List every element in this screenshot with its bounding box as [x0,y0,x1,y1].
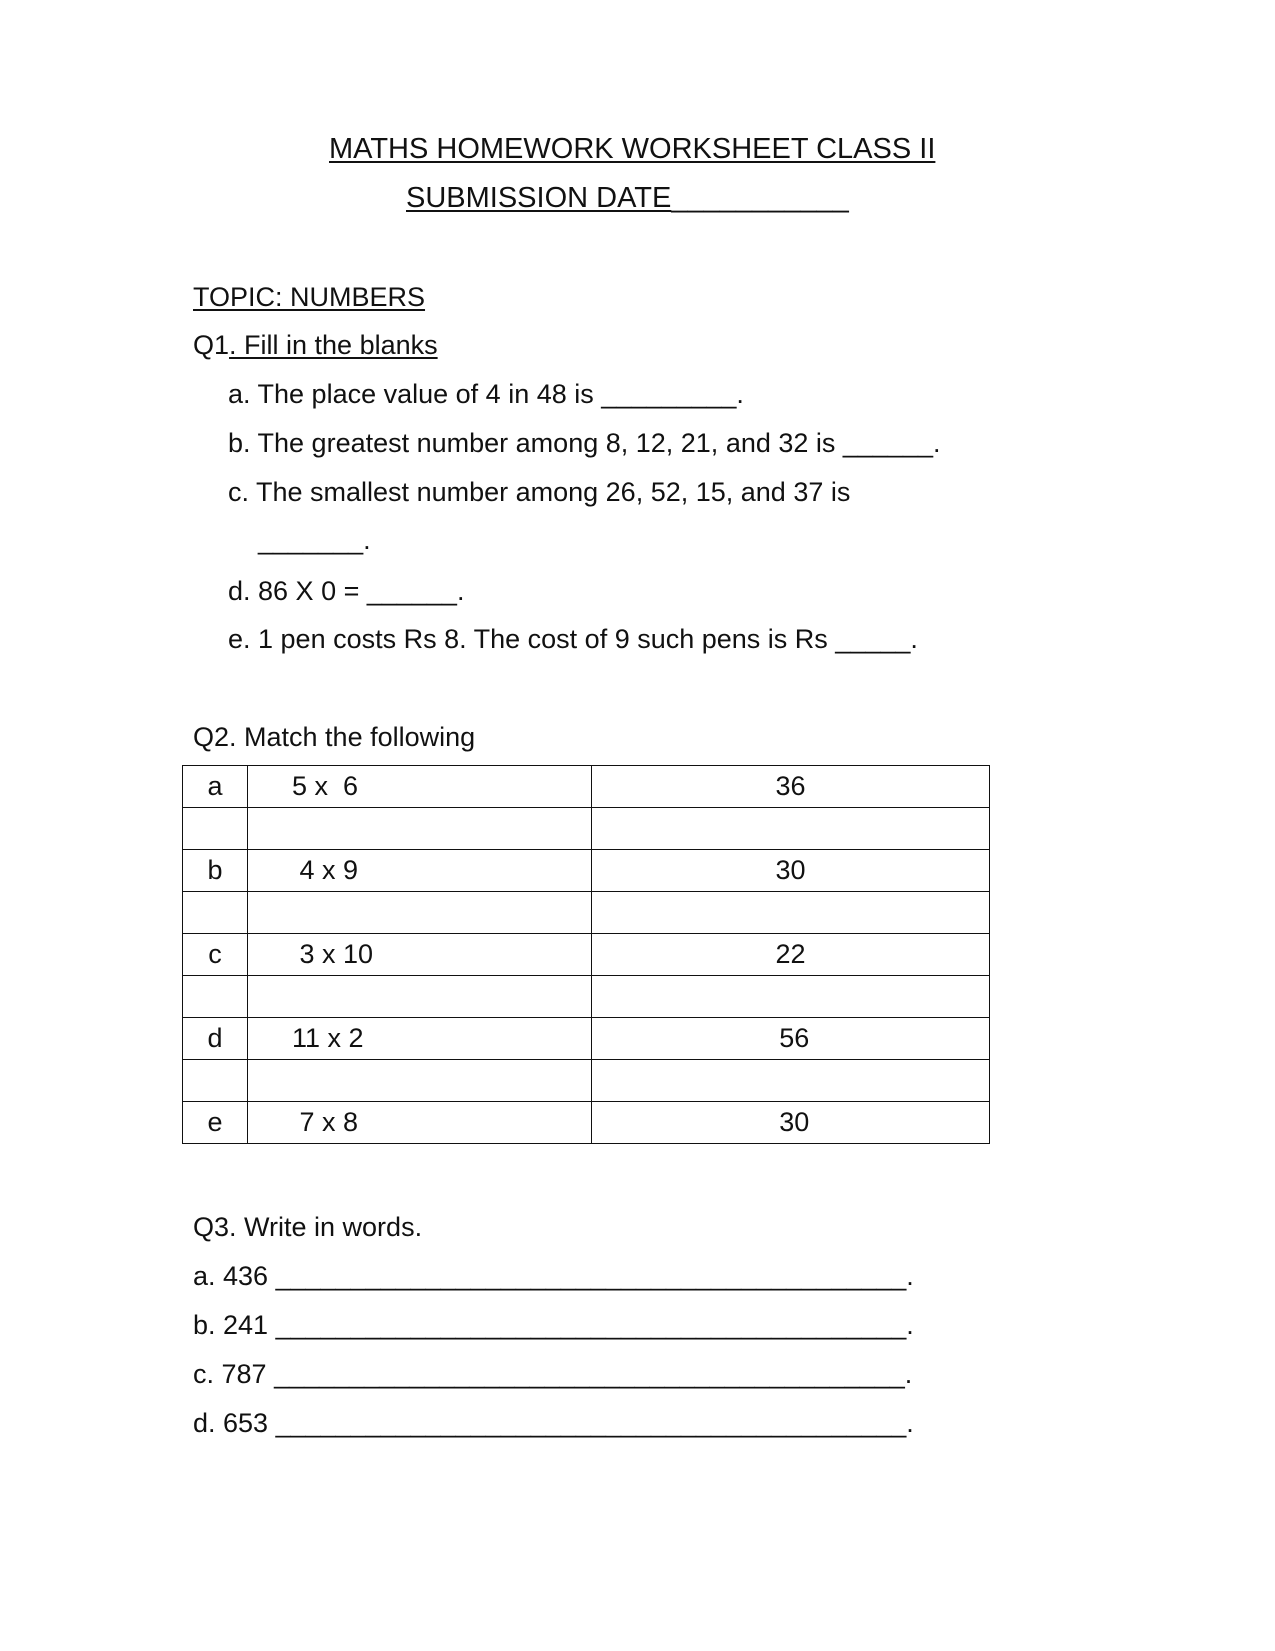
q3-answer-blank: __________________________________________. [275,1261,914,1291]
row-label: a [183,766,248,808]
q3-item [193,1407,914,1439]
q1-item-c-blank: _______. [258,525,371,555]
row-label [183,808,248,850]
row-expression [248,892,592,934]
q3-answer-blank: __________________________________________. [275,1310,914,1340]
row-value: 30 [592,850,990,892]
match-row [183,1060,990,1102]
row-value [592,808,990,850]
row-expression [248,808,592,850]
match-row [183,808,990,850]
match-row [183,934,990,976]
q3-answer-blank: __________________________________________. [274,1359,913,1389]
row-label: b [183,850,248,892]
q2-heading: Q2. Match the following [193,722,476,752]
submission-date-label: SUBMISSION DATE [406,182,672,214]
row-label [183,976,248,1018]
match-table [182,765,990,1144]
row-expression [248,976,592,1018]
row-value: 22 [592,934,990,976]
q3-heading: Q3. Write in words. [193,1212,423,1242]
row-label: c [183,934,248,976]
row-value [592,892,990,934]
topic-heading: TOPIC: NUMBERS [193,282,426,312]
match-row [183,976,990,1018]
row-label: d [183,1018,248,1060]
submission-date-blank: ___________ [671,182,849,214]
q3-answer-blank: __________________________________________. [275,1408,914,1438]
submission-date-row [406,182,849,214]
row-label: e [183,1102,248,1144]
q3-item-number: a. 436 [193,1261,269,1291]
q3-item-number: d. 653 [193,1408,269,1438]
q3-item [193,1260,914,1292]
row-value [592,1060,990,1102]
row-expression: 7 x 8 [248,1102,592,1144]
row-value: 56 [592,1018,990,1060]
row-value: 36 [592,766,990,808]
row-label [183,892,248,934]
match-row [183,1018,990,1060]
q3-item-number: c. 787 [193,1359,267,1389]
row-expression: 4 x 9 [248,850,592,892]
q1-item-d: d. 86 X 0 = ______. [228,576,465,606]
row-value [592,976,990,1018]
q1-item-e: e. 1 pen costs Rs 8. The cost of 9 such pens is Rs _____. [228,624,918,654]
q1-item-a: a. The place value of 4 in 48 is _________. [228,379,744,409]
match-row [183,766,990,808]
row-expression: 5 x 6 [248,766,592,808]
match-row [183,892,990,934]
q3-item [193,1358,912,1390]
q1-item-c: c. The smallest number among 26, 52, 15, and 37 is [228,477,851,507]
row-expression [248,1060,592,1102]
worksheet-title: MATHS HOMEWORK WORKSHEET CLASS II [329,133,936,165]
row-value: 30 [592,1102,990,1144]
match-row [183,850,990,892]
q1-heading [193,329,438,361]
q3-item [193,1309,914,1341]
row-label [183,1060,248,1102]
match-row [183,1102,990,1144]
q1-number: Q1 [193,330,230,360]
row-expression: 3 x 10 [248,934,592,976]
row-expression: 11 x 2 [248,1018,592,1060]
q1-title: . Fill in the blanks [229,330,438,360]
q1-item-b: b. The greatest number among 8, 12, 21, and 32 is ______. [228,428,941,458]
q3-item-number: b. 241 [193,1310,269,1340]
